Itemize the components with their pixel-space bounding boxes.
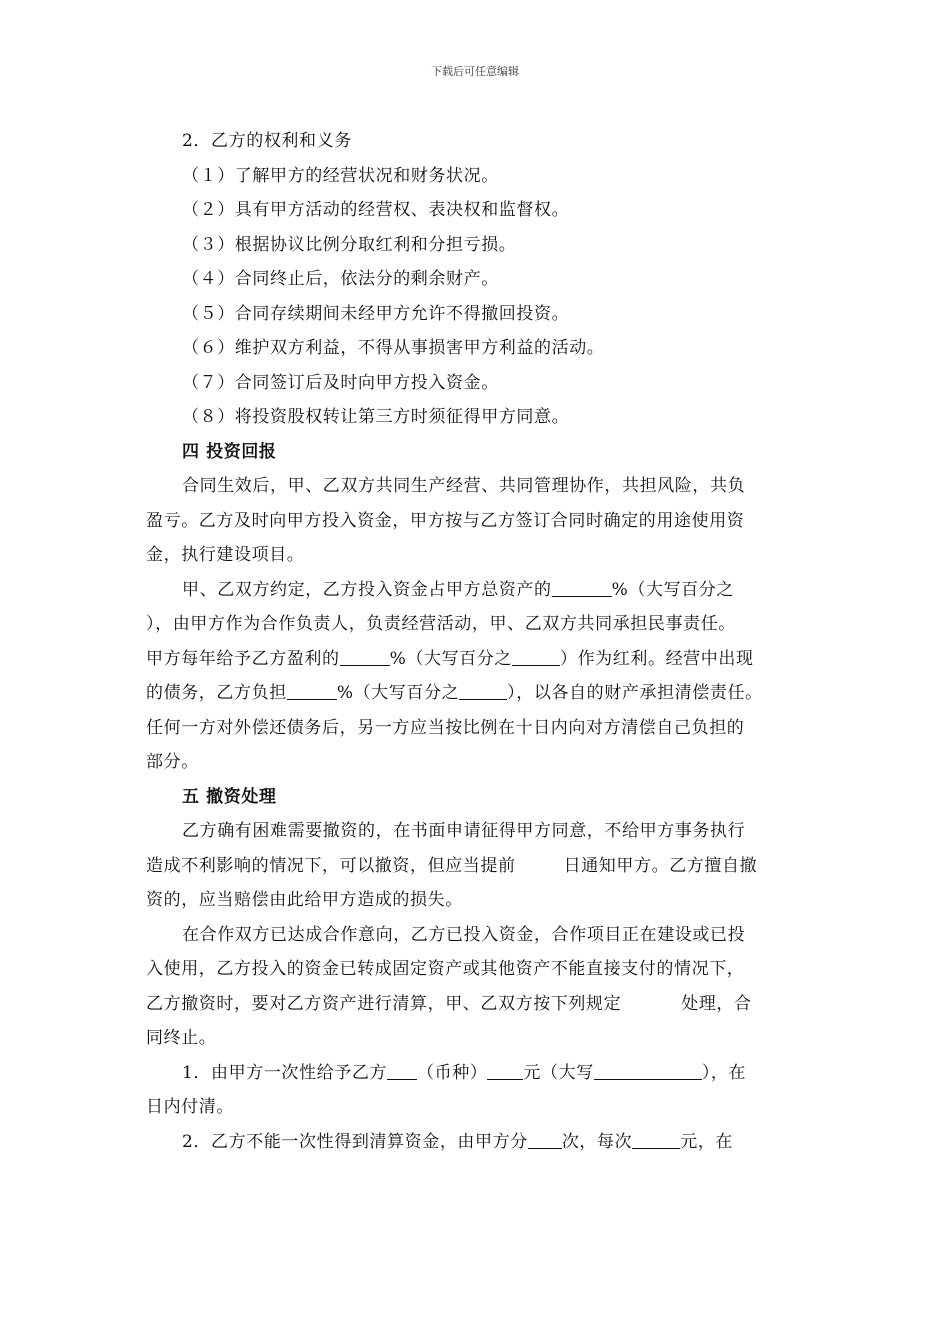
list-item: （７）合同签订后及时向甲方投入资金。 bbox=[182, 372, 499, 393]
text-segment: 的债务，乙方负担 bbox=[146, 683, 287, 703]
text-segment: ），在 bbox=[701, 1062, 747, 1083]
text-segment: %（大写百分之 bbox=[336, 683, 460, 703]
paragraph-line: 乙方确有困难需要撤资的，在书面申请征得甲方同意，不给甲方事务执行 bbox=[182, 821, 746, 841]
text-segment: 元（大写 bbox=[523, 1062, 594, 1083]
text-segment: 处理，合 bbox=[681, 993, 752, 1014]
percent-blank[interactable] bbox=[340, 649, 390, 666]
section-heading: 五 撤资处理 bbox=[182, 786, 277, 807]
text-segment: 2．乙方不能一次性得到清算资金，由甲方分 bbox=[182, 1131, 528, 1152]
text-segment: %（大写百分之 bbox=[611, 579, 734, 600]
paragraph-line bbox=[146, 987, 814, 1022]
text-segment: 日通知甲方。乙方擅自撤 bbox=[563, 855, 758, 876]
text-segment: %（大写百分之 bbox=[389, 648, 512, 669]
text-segment: 1．由甲方一次性给予乙方 bbox=[182, 1062, 388, 1083]
paragraph-line bbox=[146, 1125, 814, 1160]
amount-blank[interactable] bbox=[487, 1063, 523, 1080]
percent-words-blank[interactable] bbox=[459, 683, 507, 700]
text-segment: 乙方撤资时，要对乙方资产进行清算，甲、乙双方按下列规定 bbox=[146, 993, 622, 1014]
installments-blank[interactable] bbox=[528, 1132, 562, 1149]
document-body bbox=[146, 124, 814, 1159]
text-segment: ），以各自的财产承担清偿责任。 bbox=[507, 683, 763, 703]
amount-words-blank[interactable] bbox=[594, 1063, 702, 1080]
list-item: （４）合同终止后，依法分的剩余财产。 bbox=[182, 269, 499, 289]
paragraph-line: 合同生效后，甲、乙双方共同生产经营、共同管理协作，共担风险，共负 bbox=[182, 476, 746, 496]
percent-blank[interactable] bbox=[552, 580, 612, 597]
paragraph-line: 在合作双方已达成合作意向，乙方已投入资金，合作项目正在建设或已投 bbox=[182, 924, 746, 945]
text-segment: 次，每次 bbox=[561, 1131, 633, 1152]
text-segment: （币种） bbox=[417, 1062, 488, 1083]
list-item: （５）合同存续期间未经甲方允许不得撤回投资。 bbox=[182, 303, 570, 324]
page-header: 下载后可任意编辑 bbox=[431, 65, 519, 78]
text-segment: 甲、乙双方约定，乙方投入资金占甲方总资产的 bbox=[182, 579, 552, 600]
section-title: 2．乙方的权利和义务 bbox=[182, 131, 352, 151]
paragraph-line: 同终止。 bbox=[146, 1028, 217, 1048]
paragraph-line bbox=[146, 1056, 814, 1091]
list-item: （２）具有甲方活动的经营权、表决权和监督权。 bbox=[182, 200, 570, 220]
paragraph-line: 入使用，乙方投入的资金已转成固定资产或其他资产不能直接支付的情况下， bbox=[146, 959, 745, 979]
paragraph-line bbox=[146, 676, 814, 711]
amount-blank[interactable] bbox=[632, 1132, 680, 1149]
text-segment: ）作为红利。经营中出现 bbox=[559, 648, 754, 669]
paragraph-line bbox=[146, 573, 814, 608]
section-heading: 四 投资回报 bbox=[182, 441, 277, 462]
list-item: （８）将投资股权转让第三方时须征得甲方同意。 bbox=[182, 407, 570, 427]
paragraph-line bbox=[146, 642, 814, 677]
percent-blank[interactable] bbox=[287, 683, 337, 700]
paragraph-line: 盈亏。乙方及时向甲方投入资金，甲方按与乙方签订合同时确定的用途使用资 bbox=[146, 510, 745, 531]
paragraph-line: 日内付清。 bbox=[146, 1097, 234, 1117]
paragraph-line: 部分。 bbox=[146, 752, 199, 772]
text-segment: 甲方每年给予乙方盈利的 bbox=[146, 648, 340, 669]
paragraph-line bbox=[146, 849, 814, 884]
amount-blank[interactable] bbox=[387, 1063, 417, 1080]
percent-words-blank[interactable] bbox=[512, 649, 560, 666]
list-item: （３）根据协议比例分取红利和分担亏损。 bbox=[182, 234, 517, 255]
paragraph-line: 任何一方对外偿还债务后，另一方应当按比例在十日内向对方清偿自己负担的 bbox=[146, 717, 745, 738]
list-item: （１）了解甲方的经营状况和财务状况。 bbox=[182, 165, 499, 186]
list-item: （６）维护双方利益，不得从事损害甲方利益的活动。 bbox=[182, 338, 605, 358]
paragraph-line: 金，执行建设项目。 bbox=[146, 545, 305, 565]
paragraph-line: ），由甲方作为合作负责人，负责经营活动，甲、乙双方共同承担民事责任。 bbox=[146, 614, 736, 634]
text-segment: 元，在 bbox=[680, 1131, 734, 1152]
text-segment: 造成不利影响的情况下，可以撤资，但应当提前 bbox=[146, 855, 516, 876]
paragraph-line: 资的，应当赔偿由此给甲方造成的损失。 bbox=[146, 890, 463, 910]
